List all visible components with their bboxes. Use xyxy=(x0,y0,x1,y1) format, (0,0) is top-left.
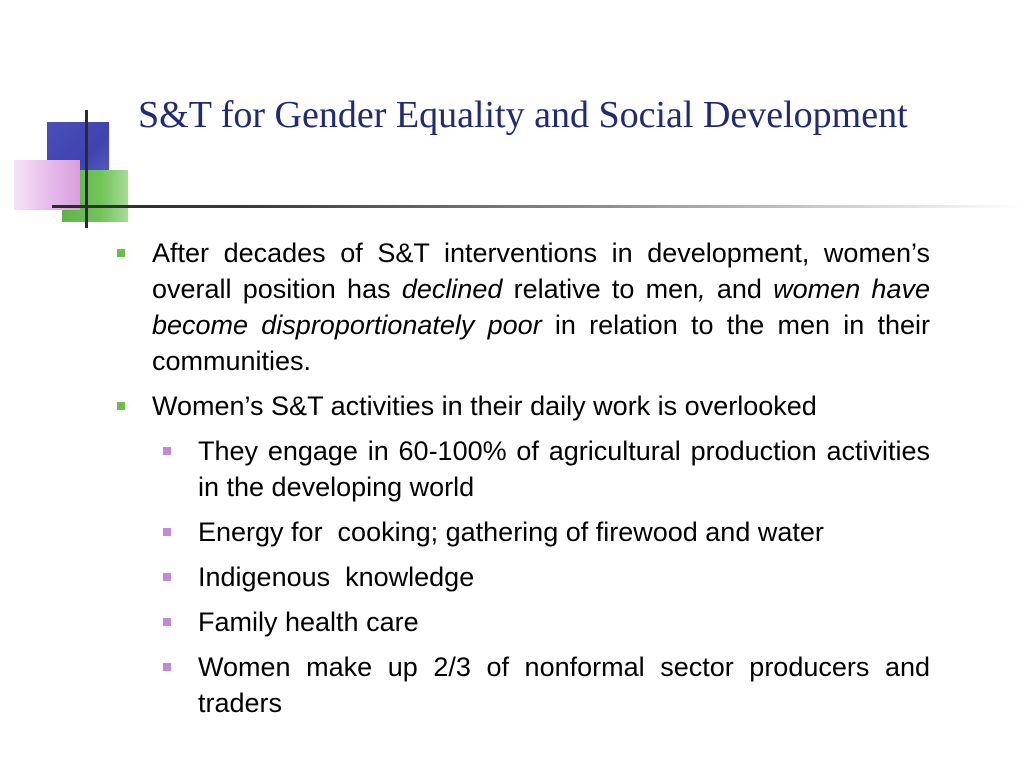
sub-bullet-text: Indigenous knowledge xyxy=(198,562,475,592)
square-bullet-icon xyxy=(163,663,171,671)
sub-bullet-item xyxy=(158,559,930,595)
slide-body xyxy=(112,235,930,730)
text-run: in relation to the men in their communities. xyxy=(152,310,930,376)
square-bullet-icon xyxy=(163,528,171,536)
slide-title: S&T for Gender Equality and Social Development xyxy=(138,94,908,136)
sub-bullet-text: Energy for cooking; gathering of firewood and water xyxy=(198,517,824,547)
bullet-item xyxy=(112,235,930,379)
bullet-text xyxy=(152,238,930,376)
square-bullet-icon xyxy=(117,402,125,410)
sub-bullet-item xyxy=(158,649,930,721)
sub-bullet-text: Family health care xyxy=(198,607,419,637)
sub-bullet-text: Women make up 2/3 of nonformal sector producers and traders xyxy=(198,652,930,718)
text-run: relative to men xyxy=(502,274,699,304)
bullet-text: Women’s S&T activities in their daily work is overlooked xyxy=(152,391,817,421)
sub-bullet-item xyxy=(158,604,930,640)
bullet-item xyxy=(112,388,930,424)
square-bullet-icon xyxy=(163,618,171,626)
title-divider-line xyxy=(52,205,1024,208)
sub-bullet-text: They engage in 60-100% of agricultural production activities in the developing world xyxy=(198,436,930,502)
square-bullet-icon xyxy=(117,249,125,257)
emphasis-text: women have become disproportionately poor xyxy=(152,274,930,340)
decorative-vertical-line xyxy=(85,110,88,228)
text-run: After decades of S&T interventions in development, women’s overall position has xyxy=(152,238,930,304)
decorative-pink-square xyxy=(14,160,80,210)
sub-bullet-item xyxy=(158,433,930,505)
sub-bullet-item xyxy=(158,514,930,550)
square-bullet-icon xyxy=(163,573,171,581)
text-run: and xyxy=(705,274,774,304)
square-bullet-icon xyxy=(163,447,171,455)
emphasis-text: , xyxy=(698,274,706,304)
emphasis-text: declined xyxy=(401,274,503,304)
